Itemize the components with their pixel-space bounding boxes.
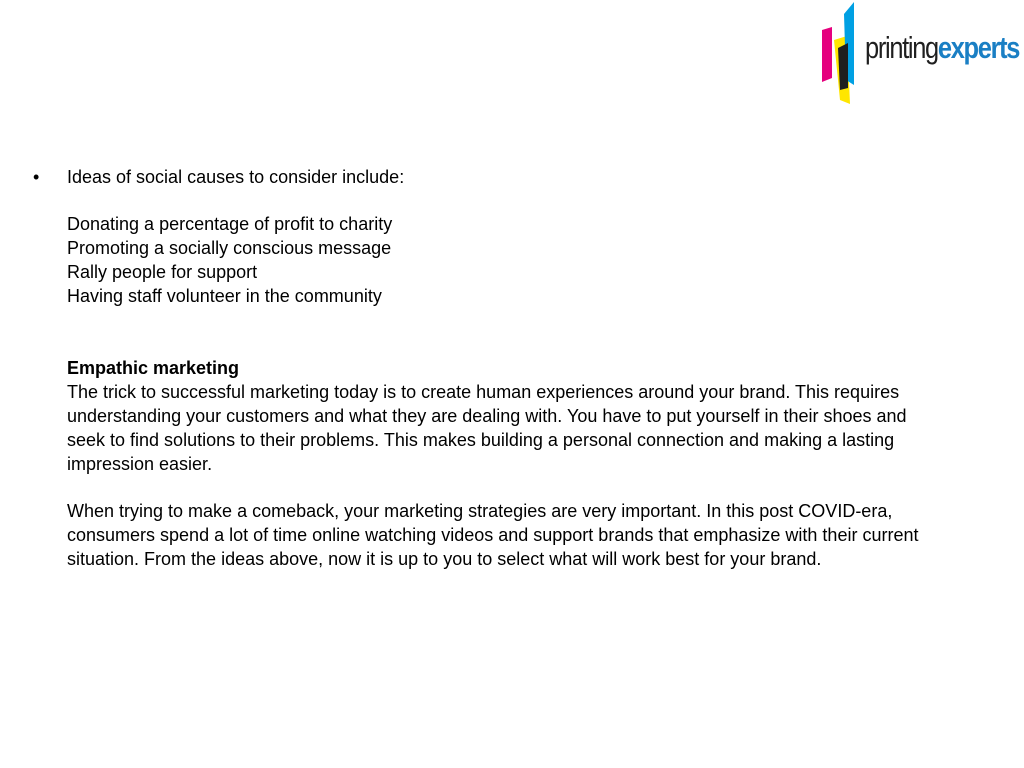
paragraph-line: situation. From the ideas above, now it is up to you to select what will work best for your brand. bbox=[67, 549, 822, 569]
paragraph-line: The trick to successful marketing today is to create human experiences around your brand. This requires bbox=[67, 382, 900, 402]
section-heading: Empathic marketing bbox=[67, 358, 240, 378]
paragraph-line: seek to find solutions to their problems. This makes building a personal connection and making a lasting bbox=[67, 430, 895, 450]
paragraph-line: understanding your customers and what they are dealing with. You have to put yourself in their shoes and bbox=[67, 406, 907, 426]
logo-wordmark: printingexperts bbox=[865, 30, 1020, 65]
paragraph-line: impression easier. bbox=[67, 454, 213, 474]
paragraph-line: consumers spend a lot of time online watching videos and support brands that emphasize with their current bbox=[67, 525, 919, 545]
paragraph-line: When trying to make a comeback, your marketing strategies are very important. In this post COVID-era, bbox=[67, 501, 893, 521]
bullet-marker: • bbox=[33, 167, 40, 187]
list-item: Donating a percentage of profit to charity bbox=[67, 214, 393, 234]
list-item: Promoting a socially conscious message bbox=[67, 238, 392, 258]
list-item: Rally people for support bbox=[67, 262, 258, 282]
list-item: Having staff volunteer in the community bbox=[67, 286, 382, 306]
bullet-intro: Ideas of social causes to consider include: bbox=[67, 167, 405, 187]
